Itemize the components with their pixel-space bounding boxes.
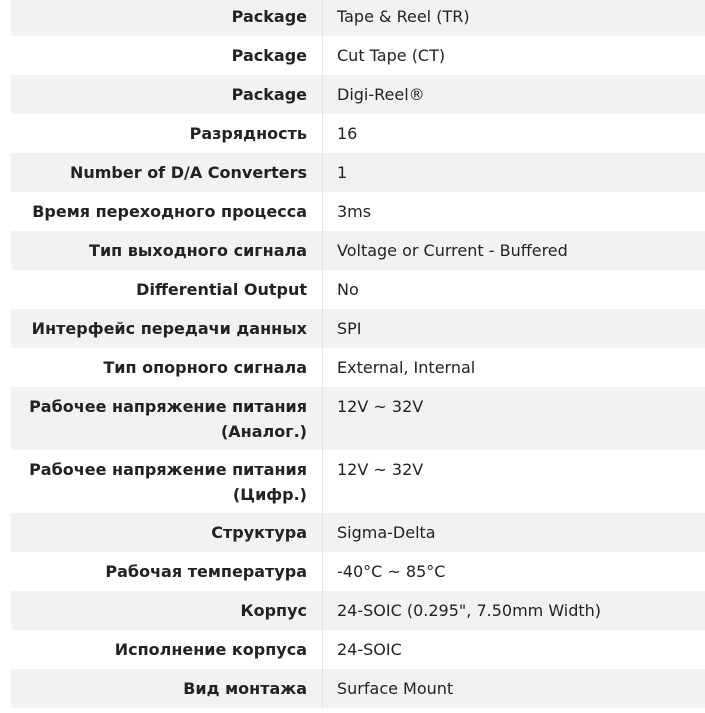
spec-label: Исполнение корпуса [11, 630, 323, 669]
table-row [11, 231, 705, 270]
spec-label: Differential Output [11, 270, 323, 309]
spec-table [11, 0, 705, 708]
spec-label: Тип выходного сигнала [11, 231, 323, 270]
spec-value: Digi-Reel® [323, 75, 705, 114]
table-row [11, 114, 705, 153]
spec-label: Тип опорного сигнала [11, 348, 323, 387]
spec-value: 12V ~ 32V [323, 387, 705, 450]
spec-label [11, 387, 323, 450]
spec-label-line: (Цифр.) [232, 485, 307, 504]
table-row [11, 36, 705, 75]
spec-label: Package [11, 36, 323, 75]
spec-value: 3ms [337, 202, 372, 221]
spec-label-line: Рабочее напряжение питания [29, 397, 307, 416]
spec-value: 1 [323, 153, 705, 192]
table-row [11, 387, 705, 450]
table-row [11, 513, 705, 552]
spec-label: Рабочая температура [11, 552, 323, 591]
table-row [11, 270, 705, 309]
spec-value: 16 [337, 124, 358, 143]
spec-value: 12V ~ 32V [337, 460, 424, 479]
spec-value: Tape & Reel (TR) [323, 0, 705, 36]
table-row [11, 153, 705, 192]
spec-label: Package [11, 75, 323, 114]
spec-label: Время переходного процесса [11, 192, 323, 231]
spec-label-line: Рабочее напряжение питания [29, 460, 307, 479]
spec-value: Cut Tape (CT) [337, 46, 446, 65]
spec-label: Интерфейс передачи данных [11, 309, 323, 348]
table-row [11, 348, 705, 387]
spec-value: No [337, 280, 359, 299]
table-row [11, 0, 705, 36]
spec-value: Voltage or Current - Buffered [323, 231, 705, 270]
table-row [11, 630, 705, 669]
spec-label [11, 450, 323, 513]
spec-label-line: (Аналог.) [220, 422, 307, 441]
spec-value: Sigma-Delta [323, 513, 705, 552]
table-row [11, 669, 705, 708]
spec-label: Разрядность [11, 114, 323, 153]
spec-label: Корпус [11, 591, 323, 630]
spec-label: Вид монтажа [11, 669, 323, 708]
spec-label: Number of D/A Converters [11, 153, 323, 192]
table-row [11, 591, 705, 630]
table-row [11, 450, 705, 513]
table-row [11, 75, 705, 114]
table-row [11, 552, 705, 591]
table-row [11, 309, 705, 348]
spec-value: External, Internal [337, 358, 476, 377]
spec-label: Package [11, 0, 323, 36]
spec-value: 24-SOIC (0.295", 7.50mm Width) [323, 591, 705, 630]
spec-label: Структура [11, 513, 323, 552]
spec-value: SPI [323, 309, 705, 348]
spec-value: -40°C ~ 85°C [337, 562, 446, 581]
spec-value: 24-SOIC [337, 640, 402, 659]
spec-value: Surface Mount [323, 669, 705, 708]
table-row [11, 192, 705, 231]
